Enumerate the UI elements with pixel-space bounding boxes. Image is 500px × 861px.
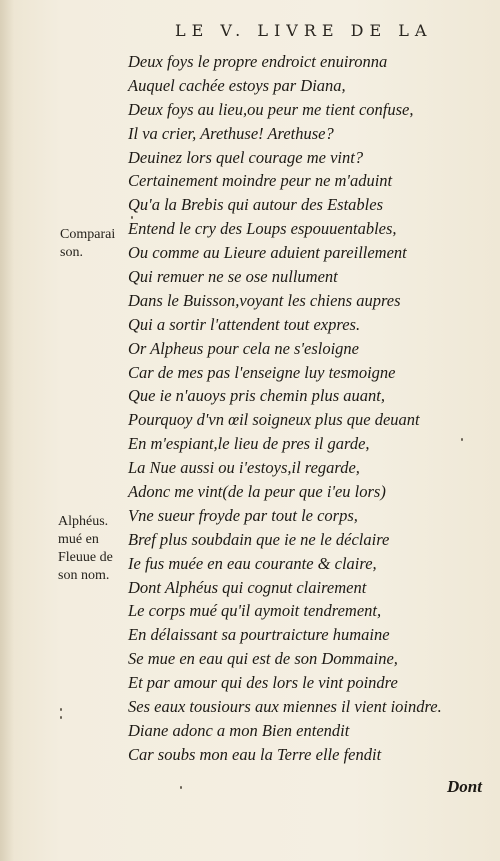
margin-note-line: Fleuue de <box>58 550 113 565</box>
verse-line: En m'espiant,le lieu de pres il garde, <box>128 434 370 454</box>
margin-note-line: son. <box>60 245 83 260</box>
ink-speck <box>60 716 62 719</box>
verse-line: Ou comme au Lieure aduient pareillement <box>128 243 407 263</box>
verse-line: Auquel cachée estoys par Diana, <box>128 75 346 95</box>
verse-line: Qu'a la Brebis qui autour des Estables <box>128 195 383 215</box>
margin-note-alpheus <box>58 513 113 585</box>
verse-line: En délaissant sa pourtraicture humaine <box>128 625 390 645</box>
verse-line: Or Alpheus pour cela ne s'esloigne <box>128 338 359 358</box>
verse-line: Se mue en eau qui est de son Dommaine, <box>128 649 398 669</box>
verse-line: Diane adonc a mon Bien entendit <box>128 720 350 740</box>
margin-note-line: Alphéus. <box>58 514 109 529</box>
verse-line: Il va crier, Arethuse! Arethuse? <box>128 123 334 143</box>
verse-line: Qui a sortir l'attendent tout expres. <box>128 314 361 334</box>
ink-speck <box>60 708 62 711</box>
verse-line: Vne sueur froyde par tout le corps, <box>128 505 358 525</box>
verse-line: Que ie n'auoys pris chemin plus auant, <box>128 386 385 406</box>
verse-line: Et par amour qui des lors le vint poindre <box>128 673 398 693</box>
verse-line: Bref plus soubdain que ie ne le déclaire <box>128 529 390 549</box>
ink-speck <box>131 216 133 219</box>
verse-line: Deux foys le propre endroict enuironna <box>128 52 388 71</box>
verse-line: Adonc me vint(de la peur que i'eu lors) <box>128 482 386 502</box>
margin-note-comparison <box>60 226 115 262</box>
running-head: LE V. LIVRE DE LA <box>175 21 433 40</box>
margin-note-line: Comparai <box>60 227 116 242</box>
verse-line: Deuinez lors quel courage me vint? <box>128 147 364 167</box>
verse-line: Entend le cry des Loups espouuentables, <box>128 219 397 239</box>
verse-line: Ses eaux tousiours aux miennes il vient ioindre. <box>128 697 442 717</box>
verse-line: Ie fus muée en eau courante & claire, <box>128 553 377 573</box>
verse-line: Pourquoy d'vn œil soigneux plus que deuant <box>128 410 420 430</box>
margin-note-line: son nom. <box>58 568 110 583</box>
catchword: Dont <box>447 777 482 796</box>
gutter-shadow <box>0 0 14 861</box>
ink-speck <box>461 438 463 441</box>
verse-line: Le corps mué qu'il aymoit tendrement, <box>128 601 382 621</box>
verse-line: Qui remuer ne se ose nullument <box>128 267 338 287</box>
verse-line: La Nue aussi ou i'estoys,il regarde, <box>128 458 360 478</box>
verse-line: Car de mes pas l'enseigne luy tesmoigne <box>128 362 396 382</box>
verse-line: Car soubs mon eau la Terre elle fendit <box>128 744 382 764</box>
margin-note-line: mué en <box>58 532 99 547</box>
verse-line: Deux foys au lieu,ou peur me tient confuse, <box>128 99 414 119</box>
verse-line: Dans le Buisson,voyant les chiens aupres <box>128 290 401 310</box>
ink-speck <box>180 786 182 789</box>
verse-line: Certainement moindre peur ne m'aduint <box>128 171 393 191</box>
verse-block <box>128 50 442 767</box>
verse-line: Dont Alphéus qui cognut clairement <box>128 577 367 597</box>
